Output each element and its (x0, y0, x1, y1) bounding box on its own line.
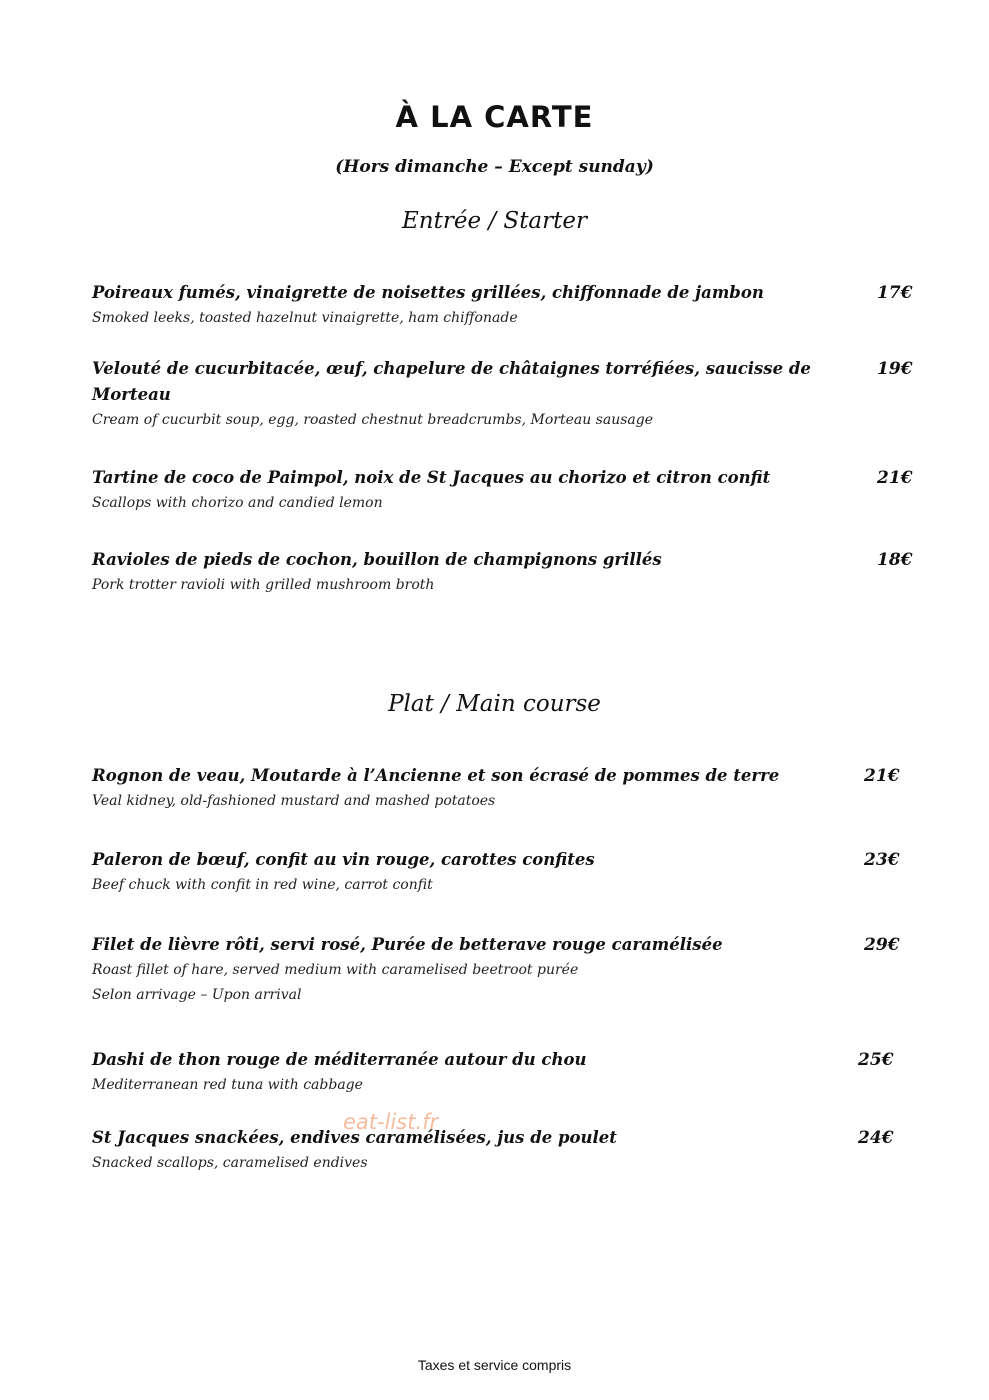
item-name: Rognon de veau, Moutarde à l’Ancienne et son écrasé de pommes de terre (92, 766, 780, 785)
footer-note: Taxes et service compris (417, 1357, 572, 1373)
item-price: 21€ (877, 468, 913, 488)
item-translation: Cream of cucurbit soup, egg, roasted chestnut breadcrumbs, Morteau sausage (92, 412, 654, 428)
item-price: 29€ (864, 935, 900, 955)
menu-item (92, 356, 913, 433)
item-note: Selon arrivage – Upon arrival (92, 987, 302, 1003)
item-price: 24€ (858, 1128, 894, 1148)
item-name: Velouté de cucurbitacée, œuf, chapelure de châtaignes torréfiées, saucisse de Morteau (92, 359, 811, 404)
item-name: Dashi de thon rouge de méditerranée autour du chou (92, 1050, 587, 1069)
item-price: 25€ (858, 1050, 894, 1070)
menu-item (92, 465, 913, 516)
item-translation: Roast fillet of hare, served medium with caramelised beetroot purée (92, 962, 579, 978)
item-name: Paleron de bœuf, confit au vin rouge, carottes confites (92, 850, 595, 869)
item-price: 21€ (864, 766, 900, 786)
menu-item (92, 547, 913, 598)
item-translation: Beef chuck with confit in red wine, carrot confit (92, 877, 433, 893)
menu-item (92, 847, 902, 898)
item-name: Ravioles de pieds de cochon, bouillon de champignons grillés (92, 550, 662, 569)
item-translation: Mediterranean red tuna with cabbage (92, 1077, 363, 1093)
item-price: 18€ (877, 550, 913, 570)
menu-item (92, 932, 902, 1008)
menu-item (92, 1047, 902, 1098)
item-translation: Snacked scallops, caramelised endives (92, 1155, 368, 1171)
menu-title: À LA CARTE (395, 100, 594, 134)
item-price: 17€ (877, 283, 913, 303)
menu-item (92, 1125, 902, 1176)
item-name: St Jacques snackées, endives caramélisées, jus de poulet (92, 1128, 617, 1147)
item-name: Filet de lièvre rôti, servi rosé, Purée de betterave rouge caramélisée (92, 935, 723, 954)
item-name: Poireaux fumés, vinaigrette de noisettes grillées, chiffonnade de jambon (92, 283, 764, 302)
item-price: 19€ (877, 359, 913, 379)
item-translation: Scallops with chorizo and candied lemon (92, 495, 383, 511)
menu-item (92, 763, 902, 814)
watermark: eat-list.fr (343, 1110, 439, 1134)
section-heading-starter: Entrée / Starter (402, 208, 587, 234)
item-translation: Pork trotter ravioli with grilled mushroom broth (92, 577, 435, 593)
menu-item (92, 280, 913, 331)
section-heading-main-course: Plat / Main course (388, 691, 601, 717)
item-translation: Smoked leeks, toasted hazelnut vinaigrette, ham chiffonade (92, 310, 518, 326)
menu-subtitle: (Hors dimanche – Except sunday) (335, 157, 654, 177)
item-name: Tartine de coco de Paimpol, noix de St Jacques au chorizo et citron confit (92, 468, 771, 487)
item-price: 23€ (864, 850, 900, 870)
item-translation: Veal kidney, old-fashioned mustard and mashed potatoes (92, 793, 496, 809)
